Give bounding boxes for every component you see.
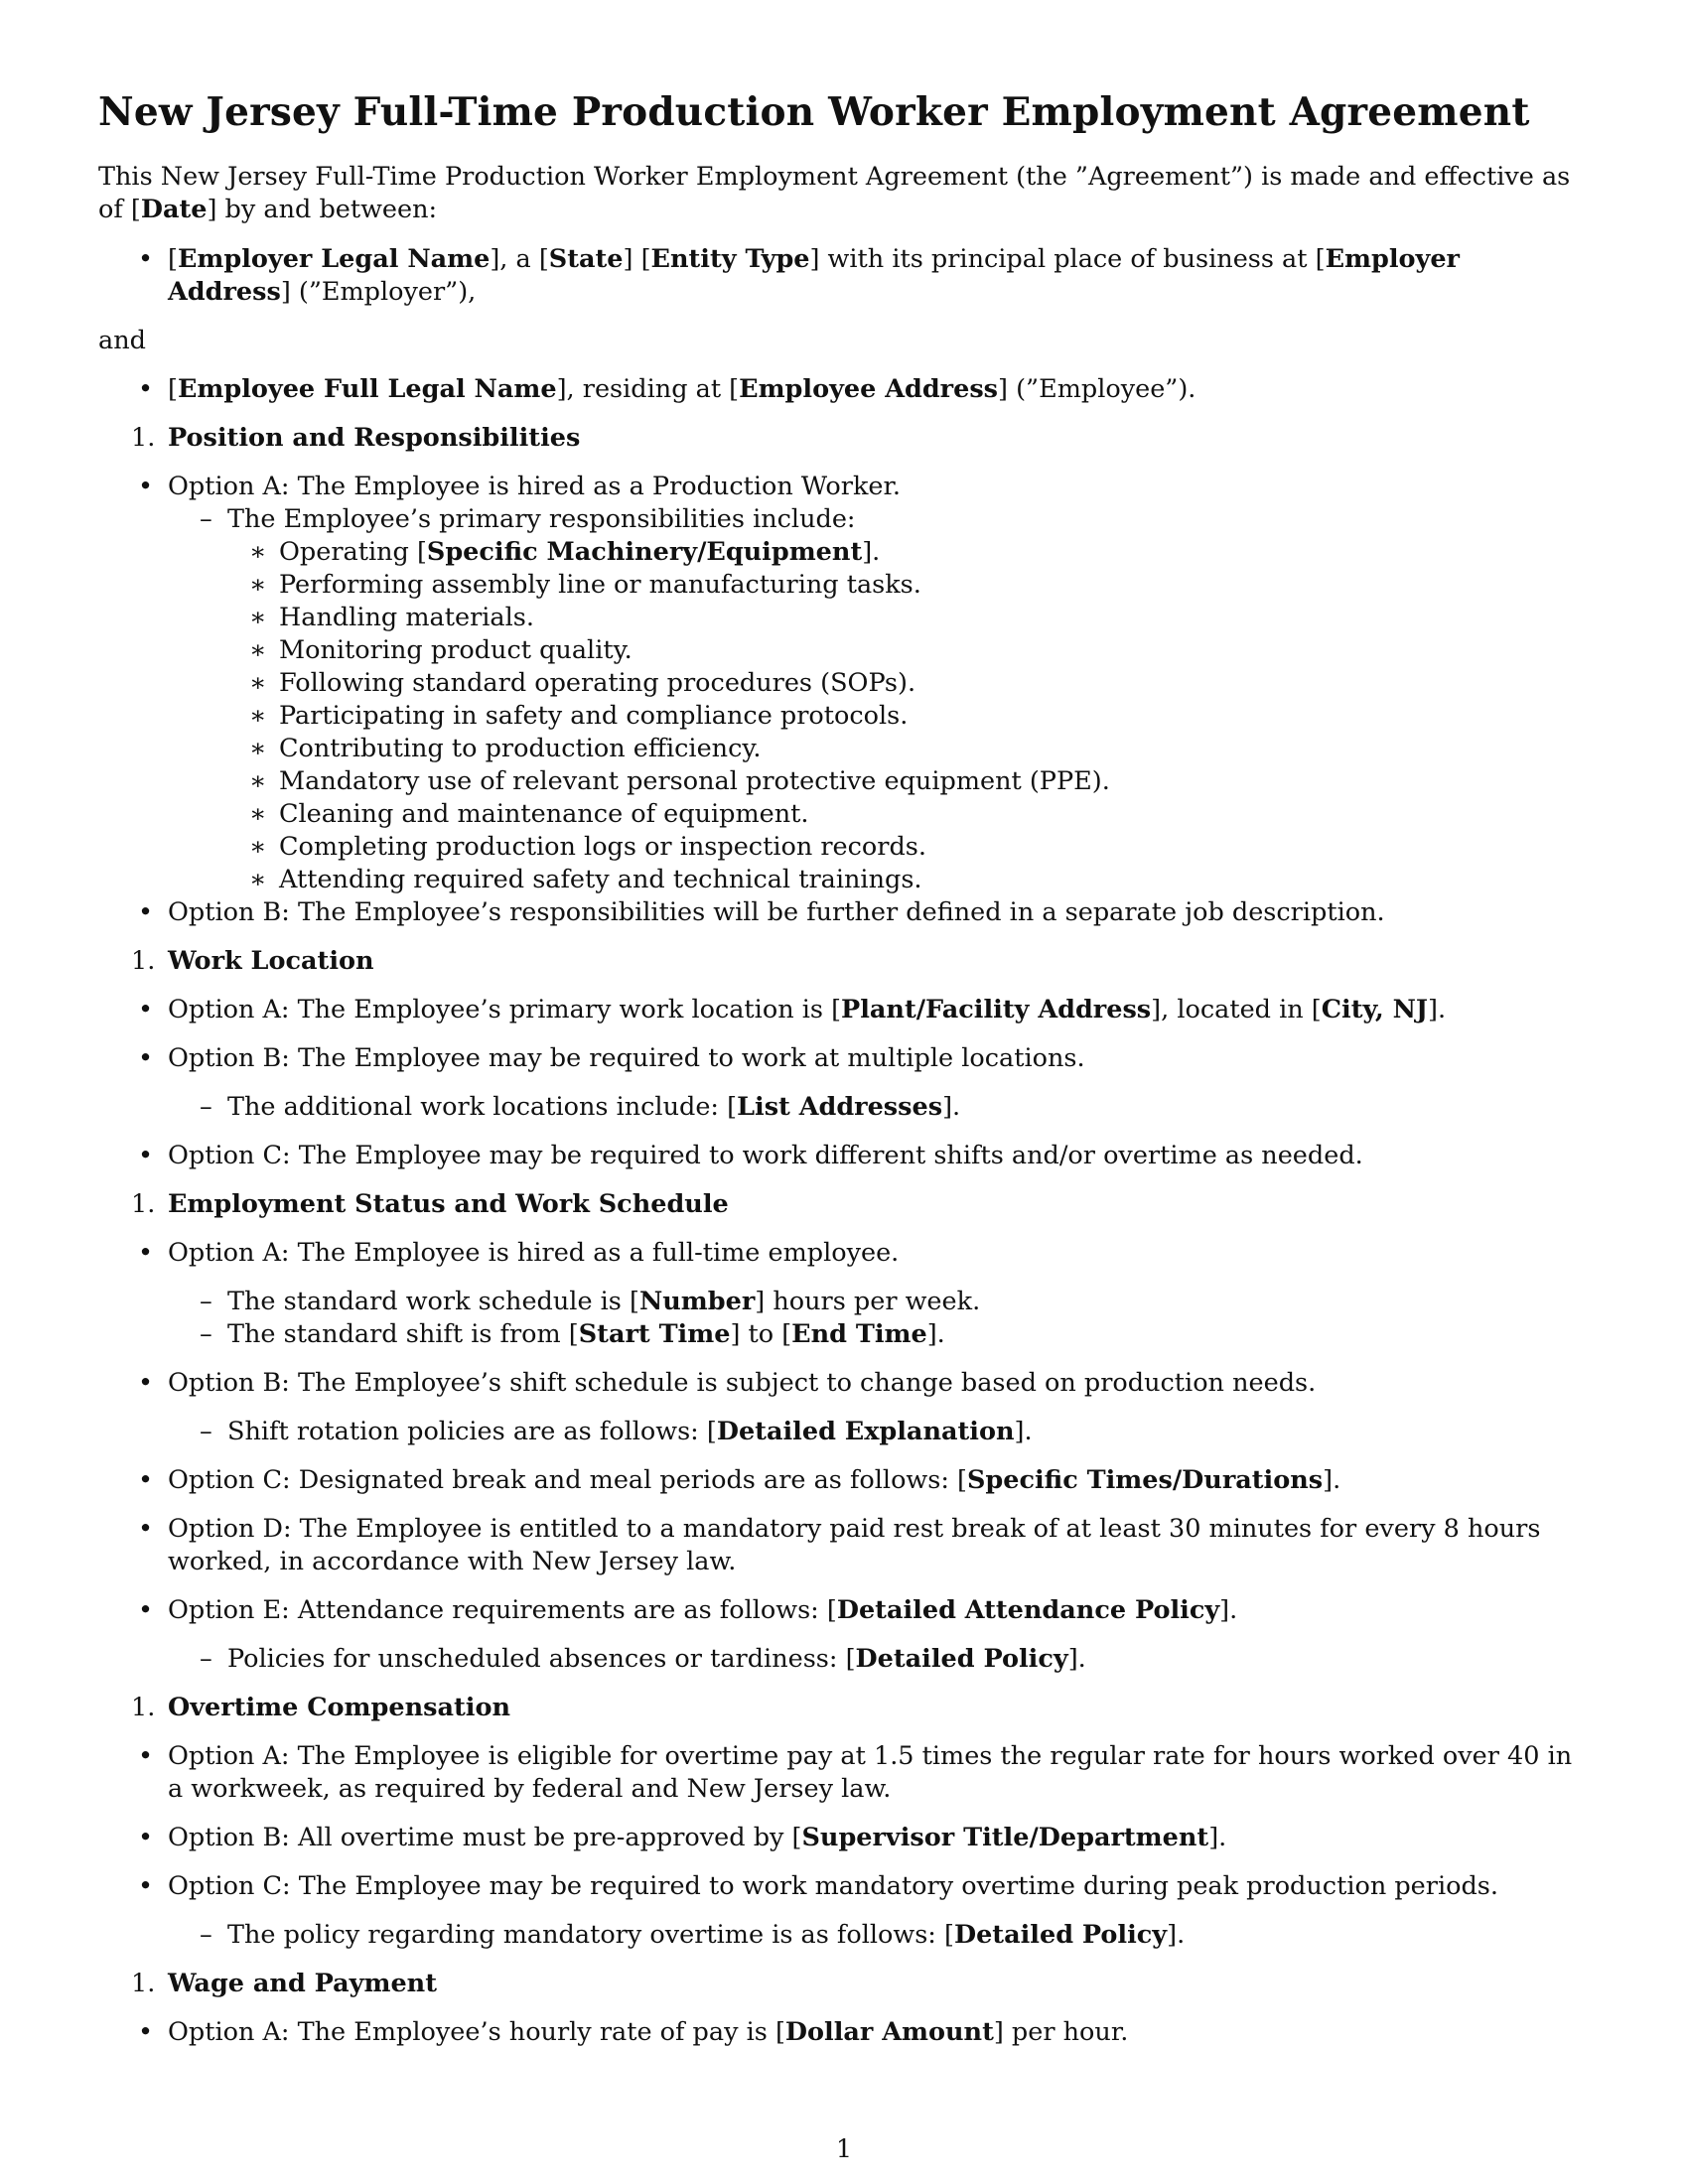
list-item: • Option A: The Employee is hired as a Production Worker. – The Employee’s primary responsibilities include: ∗ Operating [Specific Machinery/Equipment]. ∗ Performing assembly line or manufacturing tasks. ∗ Handling materials. ∗ Monitoring product quality. ∗ Following standard operating procedures (SOPs). ∗ Participating in safety and compliance protocols. ∗ Contributing to production efficiency. ∗ Mandatory use of relevant personal protective equipment (PPE). ∗ Cleaning and maintenance of equipment. ∗ Completing production logs or inspection records. ∗ Attending required safety and technical trainings.: [98, 471, 1591, 896]
list-item: • Option A: The Employee’s primary work location is [Plant/Facility Address], located in [City, NJ].: [98, 994, 1591, 1026]
list-item: • Option D: The Employee is entitled to a mandatory paid rest break of at least 30 minutes for every 8 hours worked, in accordance with New Jersey law.: [98, 1513, 1591, 1578]
list-item: • Option E: Attendance requirements are as follows: [Detailed Attendance Policy]. – Policies for unscheduled absences or tardiness: [Detailed Policy].: [98, 1594, 1591, 1676]
work-location-options: [98, 994, 1591, 1172]
list-item: – Shift rotation policies are as follows: [Detailed Explanation].: [168, 1416, 1591, 1448]
list-item: • Option B: The Employee’s shift schedule is subject to change based on production needs. – Shift rotation policies are as follows: [Detailed Explanation].: [98, 1367, 1591, 1448]
list-item: ∗ Participating in safety and compliance protocols.: [227, 700, 1591, 733]
list-item: – The Employee’s primary responsibilities include: ∗ Operating [Specific Machinery/Equipment]. ∗ Performing assembly line or manufacturing tasks. ∗ Handling materials. ∗ Monitoring product quality. ∗ Following standard operating procedures (SOPs). ∗ Participating in safety and compliance protocols. ∗ Contributing to production efficiency. ∗ Mandatory use of relevant personal protective equipment (PPE). ∗ Cleaning and maintenance of equipment. ∗ Completing production logs or inspection records. ∗ Attending required safety and technical trainings.: [168, 503, 1591, 896]
employer-party-list: [98, 243, 1591, 309]
list-item: – The additional work locations include: [List Addresses].: [168, 1091, 1591, 1124]
section-heading-overtime: 1. Overtime Compensation: [131, 1693, 511, 1722]
employee-party: • [Employee Full Legal Name], residing at [Employee Address] (”Employee”).: [98, 373, 1591, 406]
list-item: ∗ Contributing to production efficiency.: [227, 733, 1591, 765]
list-item: ∗ Handling materials.: [227, 602, 1591, 634]
section-heading-position: 1. Position and Responsibilities: [131, 423, 581, 453]
list-item: • Option B: All overtime must be pre-approved by [Supervisor Title/Department].: [98, 1822, 1591, 1854]
list-item: • Option C: The Employee may be required to work mandatory overtime during peak production periods. – The policy regarding mandatory overtime is as follows: [Detailed Policy].: [98, 1870, 1591, 1952]
list-item: • Option C: The Employee may be required to work different shifts and/or overtime as needed.: [98, 1140, 1591, 1172]
list-item: – Policies for unscheduled absences or tardiness: [Detailed Policy].: [168, 1643, 1591, 1676]
list-item: – The policy regarding mandatory overtime is as follows: [Detailed Policy].: [168, 1919, 1591, 1952]
list-item: • Option A: The Employee is hired as a full-time employee. – The standard work schedule is [Number] hours per week. – The standard shift is from [Start Time] to [End Time].: [98, 1237, 1591, 1351]
position-options: [98, 471, 1591, 929]
employment-status-options: [98, 1237, 1591, 1676]
list-item: • Option B: The Employee may be required to work at multiple locations. – The additional work locations include: [List Addresses].: [98, 1042, 1591, 1124]
list-item: ∗ Mandatory use of relevant personal protective equipment (PPE).: [227, 765, 1591, 798]
employer-party: • [Employer Legal Name], a [State] [Entity Type] with its principal place of business at [Employer Address] (”Employer”),: [98, 243, 1591, 309]
list-item: ∗ Performing assembly line or manufacturing tasks.: [227, 569, 1591, 602]
list-item: – The standard work schedule is [Number] hours per week.: [168, 1286, 1591, 1318]
list-item: • Option C: Designated break and meal periods are as follows: [Specific Times/Durations].: [98, 1464, 1591, 1497]
section-heading-wage: 1. Wage and Payment: [131, 1969, 437, 1998]
page-number: 1: [835, 2134, 853, 2164]
list-item: ∗ Completing production logs or inspection records.: [227, 831, 1591, 864]
section-heading-employment-status: 1. Employment Status and Work Schedule: [131, 1189, 729, 1219]
employee-party-list: [98, 373, 1591, 406]
document-title: New Jersey Full-Time Production Worker Employment Agreement: [98, 89, 1530, 135]
list-item: ∗ Attending required safety and technical trainings.: [227, 864, 1591, 896]
list-item: • Option A: The Employee’s hourly rate of pay is [Dollar Amount] per hour.: [98, 2016, 1591, 2049]
list-item: ∗ Operating [Specific Machinery/Equipment].: [227, 536, 1591, 569]
list-item: ∗ Monitoring product quality.: [227, 634, 1591, 667]
responsibilities-list: [227, 536, 1591, 896]
intro-paragraph: This New Jersey Full-Time Production Worker Employment Agreement (the ”Agreement”) is made and effective as of [Date] by and between:: [98, 162, 1571, 224]
overtime-options: [98, 1740, 1591, 1952]
list-item: ∗ Following standard operating procedures (SOPs).: [227, 667, 1591, 700]
section-heading-work-location: 1. Work Location: [131, 946, 374, 976]
wage-options: [98, 2016, 1591, 2049]
list-item: – The standard shift is from [Start Time] to [End Time].: [168, 1318, 1591, 1351]
list-item: • Option B: The Employee’s responsibilities will be further defined in a separate job description.: [98, 896, 1591, 929]
date-placeholder: Date: [140, 195, 208, 224]
list-item: ∗ Cleaning and maintenance of equipment.: [227, 798, 1591, 831]
list-item: • Option A: The Employee is eligible for overtime pay at 1.5 times the regular rate for hours worked over 40 in a workweek, as required by federal and New Jersey law.: [98, 1740, 1591, 1806]
and-connector: and: [98, 326, 146, 355]
